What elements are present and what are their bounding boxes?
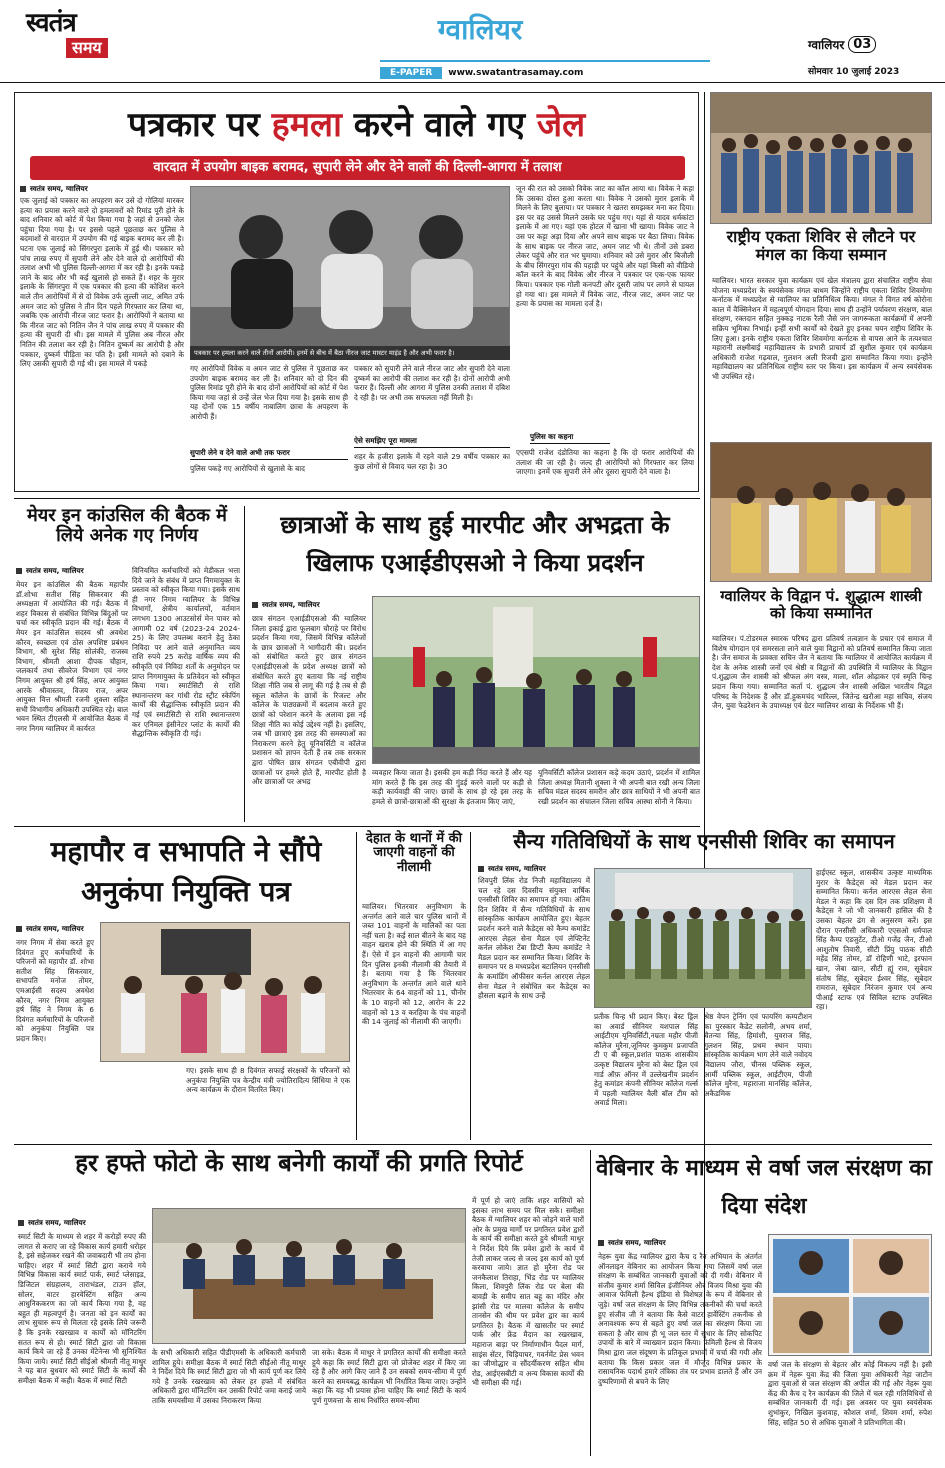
webinar-column-2: वर्षा जल के संरक्षण से बेहतर और कोई विकल्प नहीं है। इसी क्रम में नेहरू युवा केंद्र की जिला युवा अधिकारी नेहा जाटौन द्वारा युवाओं से जल संरक्षण की अपील की गई और नेहरू युवा केंद्र की कैच द रैन कार्यक्रम की जिले में चल रही गतिविधियों से सम्बंधित जानकारी दी गई। इस अवसर पर युवा स्वयंसेवक शुभांकुर, निखिल कुशवाह, कौशल शर्मा, शिवम शर्मा, रुपेश सिंह, सहित 50 से अधिक युवाओं ने प्रतिभागिता की। (768, 1360, 932, 1427)
ncc-byline-text: स्वतंत्र समय, ग्वालियर (488, 864, 546, 873)
aidso-photo (372, 596, 700, 764)
scholar-body: ग्वालियर। पं.टोडरमल स्मारक परिषद द्वारा प्रतिवर्ष तत्वज्ञान के प्रचार एवं समाज में विशेष योगदान एवं समरसता लाने वाले युवा विद्वानों को प्रतिवर्ष सम्मानित किया जाता है। जैन समाज के प्रवक्ता सचिन जैन ने बताया कि ग्वालियर में आयोजित कार्यक्रम में देश के अनेक शास्त्री जनों एवं श्रेष्ठी व विद्वानों की उपस्थिति में ग्वालियर के विद्वान पं.शुद्धात्म जैन शास्त्री को श्रीफल अंग वस्त्र, माला, शॉल ओढ़ाकर एवं स्मृति चिन्ह प्रदान किया गया। सम्मानित कर्ता पं. शुद्धात्म जैन शास्त्री अखिल भारतीय विद्वत परिषद के निदेशक हैं और डॉ.हुकमचंद भारिल्ल, जितेन्द्र खरौआ महा सचिव, संजय जैन, युवा फेडरेशन के उपाध्यक्ष एवं ग्रेटर ग्वालियर शाखा के निर्देशक भी हैं। (712, 634, 932, 711)
group-photo (711, 93, 932, 224)
lead-byline-text: स्वतंत्र समय, ग्वालियर (30, 184, 88, 193)
progress-rule (590, 1150, 591, 1456)
meeting-photo (153, 1209, 466, 1344)
logo-top-text: स्वतंत्र (26, 8, 76, 38)
felicitation-photo (711, 443, 932, 582)
bullet-icon (18, 1220, 24, 1226)
epaper-bar (380, 66, 710, 80)
unity-photo (710, 92, 932, 224)
aidso-column-1: छात्र संगठन एआईडीएसओ की ग्वालियर जिला इकाई द्वारा फूलबाग चौराहे पर विरोध प्रदर्शन किया गया, जिसमें विभिन्न कॉलेजों के छात्र छात्राओं ने भागीदारी की। प्रदर्शन को संबोधित करते हुए छात्र संगठन एआईडीएसओ के प्रदेश अध्यक्ष छात्रों को संबोधित करते हुए बताया कि नई राष्ट्रीय शिक्षा नीति जब से लागू की गई है तब से ही स्कूल कॉलेज के छात्रों के रिजल्ट और कॉलेज के पाठ्यक्रमों में बदलाव करते हुए छात्रों को परेशान करने के अलावा इस नई शिक्षा नीति का कोई उद्देश्य नहीं है। इसलिए, जब भी छात्राएं इस तरह की समस्याओं का निराकरण करने हेतु यूनिवर्सिटी व कॉलेज प्रशासन को ज्ञापन देती हैं तब तक सरकार द्वारा पोषित छात्र संगठन एबीवीपी द्वारा छात्राओं पर हमले होते हैं, मारपीट होती है और छात्राओं पर अभद्र (252, 614, 366, 787)
lead-column-4: जून की रात को उसको विवेक जाट का कॉल आया था। विवेक ने कहा कि उसका दोस्त हुआ करता था। विवेक ने उसको मुरार इलाके में मिलने के लिए बुलाया। पर पत्रकार ने खतरा समझकर मना कर दिया। इस पर वह उससे मिलने उसके घर पहुंच गए। यहां से यादव धर्मकांटा इलाके में आ गए। यहां एक होटल में खाना भी खाया। विवेक जाट ने उस पर कट्टा अड़ा दिया और अपने साथ बाइक पर बैठा लिया। विवेक के साथ बाइक पर नीरज जाट, अमन जाट भी थे। तीनों उसे डबरा लेकर पहुंचे और रात भर घुमाया। शनिवार को उसे मुरार और बिजौली के बीच सिंगरपुरा गांव की पहाड़ी पर पहुंचे और यहां किसी को वीडियो कॉल करने के बाद विवेक और नीरज ने पत्रकार पर एक-एक फायर किया। पत्रकार एक गोली कनपटी और दूसरी जांघ पर लगने से घायल हो गया था। इस मामले में विवेक जाट, नीरज जाट, अमन जाट पर हत्या के प्रयास का मामला दर्ज है। (516, 184, 694, 309)
vehicles-body: ग्वालियर। भितरवार अनुविभाग के अन्तर्गत आने वाले चार पुलिस थानों में जब्त 101 वाहनों के मालिकों का पता नहीं चला है। कई साल बीतने के बाद यह वाहन खराब होने की स्थिति में आ गए हैं। ऐसे में इन वाहनों की आगामी चार दिन पुलिस इनकी नीलामी की तैयारी में है। बताया गया है कि भितरवार अनुविभाग के अन्तर्गत आने वाले थाने भितरवार के 64 वाहनों को 11, चीनोर के 10 वाहनों को 12, आरोन के 22 वाहनों को 13 व करहिया के पंच वाहनों की 14 जुलाई को नीलामी की जाएगी। (362, 902, 466, 1027)
lead-photo (190, 186, 510, 356)
compassion-column-1: नगर निगम में सेवा करते हुए दिवंगत हुए कर्मचारियों के परिजनों को महापौर डॉ. शोभा सतीश सिंह सिकरवार, सभापति मनोज तोमर, एमआईसी सदस्य अवधेश कौरव, नगर निगम आयुक्त हर्ष सिंह ने निगम के 6 दिवंगत कर्मचारियों के परिजनों को अनुकंपा नियुक्ति पत्र प्रदान किए। (16, 938, 94, 1043)
page-number: 03 (848, 36, 876, 53)
ncc-headline: सैन्य गतिविधियों के साथ एनसीसी शिविर का समापन (513, 830, 895, 853)
webinar-byline-text: स्वतंत्र समय, ग्वालियर (608, 1238, 666, 1247)
compassion-column-2: गए। इसके साथ ही 8 दिवंगत सफाई संरक्षकों के परिजनों को अनुकंपा नियुक्ति पत्र केन्द्रीय मंत्री ज्योतिरादित्य सिंधिया ने एक अन्य कार्यक्रम के दौरान वितरित किए। (186, 1066, 350, 1095)
mic-headline: मेयर इन कांउसिल की बैठक में लिये अनेक गए निर्णय (27, 505, 227, 546)
progress-column-2: के सभी अधिकारी सहित पीडीएमसी के अधिकारी कर्मचारी शामिल हुये। समीक्षा बैठक में स्मार्ट सिटी सीईओ नीतू माथुर ने निर्देश दिये कि स्मार्ट सिटी द्वारा जो भी कार्य पूर्ण कर लिये गये है उनके रखरखाव को लेकर हर हफ्ते में संबंधित अधिकारी द्वारा मॉनिटरिंग कर उसकी रिपोर्ट जमा कराई जाये ताकि समयसीमा में उसका निराकरण किया (152, 1348, 306, 1405)
webinar-column-1: नेहरू युवा केंद्र ग्वालियर द्वारा कैच द रैन अभियान के अंतर्गत ऑनलाइन वेबिनार का आयोजन किया गया जिसमें वर्षा जल संरक्षण के सम्बंधित जानकारी युवाओं को दी गयी। वेबिनार में संजीव कुमार शर्मा सिविल इंजीनियर और विजय मिश्रा युवा की आवाज फेमिली हैल्थ इंडिया से विशेषज्ञ के रूप में वेबिनार से जुड़े। वर्षा जल संरक्षण के लिए विभिन्न तकनीकों की चर्चा करते हुए संजीव जी ने बताया कि कैसे वाटर हार्वेस्टिंग तकनीक से अनावश्यक रूप से बहते हुए वर्षा जल का संरक्षण किया जा सकता है और साथ ही भू जल स्तर में सुधार के लिए सोकपिट उपायों के बारे में व्याख्यान प्रदान किया। फेमिली हैल्थ से विजय मिश्रा द्वारा जल संदूषण के प्रतिकूल प्रभावों में चर्चा की गयी और बताया कि किस प्रकार जल में मौजूद विभिन्न प्रकार के रासायनिक पदार्थ हमारे तंत्रिका तंत्र पर प्रभाव डालते हैं और उन दुष्परिणामों से बचने के लिए (598, 1252, 762, 1386)
webinar-photo (768, 1234, 932, 1356)
unity-headline: राष्ट्रीय एकता शिविर से लौटने पर मंगल का किया सम्मान (726, 227, 916, 264)
webinar-headline: वेबिनार के माध्यम से वर्षा जल संरक्षण का दिया संदेश (596, 1156, 932, 1219)
scholar-photo (710, 442, 932, 582)
compassion-byline-text: स्वतंत्र समय, ग्वालियर (26, 924, 84, 933)
lead-byline (20, 184, 88, 194)
scholar-headline: ग्वालियर के विद्वान पं. शुद्धात्म शास्त्री को किया सम्मानित (720, 587, 922, 622)
bullet-icon (16, 926, 22, 932)
issue-date: सोमवार 10 जुलाई 2023 (808, 67, 900, 77)
webinar-byline (598, 1238, 666, 1248)
aidso-byline-text: स्वतंत्र समय, ग्वालियर (262, 600, 320, 609)
row-divider-1 (14, 498, 700, 499)
lead-subhead-1: सुपारी लेने व देने वाले अभी तक फरार (190, 448, 348, 460)
progress-headline: हर हफ्ते फोटो के साथ बनेगी कार्यों की प्रगति रिपोर्ट (75, 1150, 523, 1177)
page-city: ग्वालियर (808, 38, 845, 52)
lead-column-2: गए आरोपियों विवेक व अमन जाट से पुलिस ने पूछताछ कर उपयोग बाइक बरामद कर ली है। शनिवार को दो दिन की पुलिस रिमांड पूरी होने के बाद दोनों आरोपियों को कोर्ट में पेश किया गया जहां से उन्हें जेल भेज दिया गया है। इसके साथ ही यह दोनों एक 15 वर्षीय नाबालिग छात्रा के अपहरण के आरोपी हैं। (190, 364, 348, 421)
progress-column-1: स्मार्ट सिटी के माध्यम से शहर में करोड़ों रुपए की लागत से कराए जा रहे विकास कार्य हमारी धरोहर है, इसे सहेजकर रखने की जवाबदारी भी तय होना चाहिए। शहर में स्मार्ट सिटी द्वारा कराये गये विभिन्न विकास कार्य स्मार्ट पार्क, स्मार्ट प्लेसाइड, डिजिटल संग्रहालय, ताराभंडल, टाउन हॉल, सोलर, वाटर हारवेस्टिंग सहित अन्य आधुनिककरण का जो कार्य किया गया है, वह बहुत ही महत्वपूर्ण है। जनता को इन कार्यों का लाभ सुचारु रूप से मिलता रहे इसके लिये जरूरी है कि इनके रखरखाव व कार्यों को मॉनिटरिंग सतत रूप से हो। स्मार्ट सिटी द्वारा जो विकास कार्य किये जा रहे हैं उनका मेंटेनेन्स भी सुनिश्चित किया जाये। स्मार्ट सिटी सीईओ श्रीमती नीतू माथुर ने यह बात बुधवार को स्मार्ट सिटी के कार्यों की समीक्षा बैठक में कही। बैठक में स्मार्ट सिटी (18, 1232, 146, 1385)
compassion-headline: महापौर व सभापति ने सौंपे अनुकंपा नियुक्ति पत्र (50, 835, 322, 908)
lead-headline (18, 96, 695, 154)
progress-byline (18, 1218, 86, 1228)
compassion-byline (16, 924, 84, 934)
progress-column-3: जा सके। बैठक में माथुर ने प्रगतिरत कार्यों की समीक्षा करते हुये कहा कि स्मार्ट सिटी द्वारा जो प्रोजेक्ट शहर में किए जा रहे हैं और आगे किए जाने हैं उन सबको समय-सीमा में पूर्ण करने का समयबद्ध कार्यक्रम भी निर्धारित किया जाए। उन्होंने कहा कि यह भी प्रयास होना चाहिए कि स्मार्ट सिटी के कार्य पूर्ण गुणवत्ता के साथ निर्धारित समय-सीमा (312, 1348, 466, 1405)
webinar-screenshot (769, 1235, 932, 1356)
lead-headline-part-a: पत्रकार पर (127, 105, 272, 145)
lead-strapline: वारदात में उपयोग बाइक बरामद, सुपारी लेने और देने वालों की दिल्ली-आगरा में तलाश (30, 156, 685, 180)
bullet-icon (252, 602, 258, 608)
ceremony-photo (101, 923, 350, 1062)
lead-column-2b: पुलिस पकड़े गए आरोपियों से खुलासे के बाद (190, 464, 305, 473)
lead-column-3b: शहर के हजीरा इलाके में रहने वाले 29 वर्षीय पत्रकार का कुछ लोगों से विवाद चल रहा है। 30 (354, 452, 510, 471)
progress-byline-text: स्वतंत्र समय, ग्वालियर (28, 1218, 86, 1227)
mic-column-1: मेयर इन कांउसिल की बैठक महापौर डॉ.शोभा सतीश सिंह सिकरवार की अध्यक्षता में आयोजित की गई। बैठक में शहर विकास से संबंधित विभिन्न बिंदुओं पर चर्चा कर स्वीकृति प्रदान की गई। बैठक में मेयर इन कांउसिल सदस्य श्री अवधेश कौरव, स्वच्छता एवं ठोस अपशिष्ट प्रबंधन विभाग, श्री सुरेश सिंह सोलंकी, राजस्व विभाग, श्रीमती आशा दीपक चौहान, जलकार्य तथा सीवरेज विभाग एवं नगर निगम आयुक्त श्री हर्ष सिंह, अपर आयुक्त आरके श्रीवास्तव, विजय राज, अपर आयुक्त वित्त श्रीमती रजनी शुक्ला सहित सभी विभागीय अधिकारी उपस्थित रहे। बाल भवन स्थित टीएलसी में आयोजित बैठक में नगर निगम ग्वालियर में कार्यरत (16, 580, 128, 733)
header-rule (380, 60, 710, 62)
page-label (808, 36, 876, 53)
suspects-photo (191, 187, 510, 356)
epaper-label: E-PAPER (380, 67, 442, 79)
ncc-column-3: श्रेष्ठ वेपन ट्रेनिंग एवं फायरिंग कम्पटीशन का पुरस्कार कैडेट सलोनी, अभय शर्मा, चैतन्या सिंह, हिमांशी, युवराज सिंह, गुलशन सिंह, प्रथम स्थान पाया। सांस्कृतिक कार्यक्रम भाग लेने वाले नवोदय विद्यालय जौरा, चीनस पब्लिक स्कूल, आर्मी पब्लिक स्कूल, आईटीएम, पीजी कॉलेज मुरैना, महाराजा मानसिंह कॉलेज, अकैडमिक (704, 1012, 812, 1098)
newspaper-logo (26, 8, 106, 66)
ncc-byline (478, 864, 546, 874)
lead-headline-part-b: हमला (271, 105, 342, 145)
lead-column-4b: एएसपी राजेश दंडोतिया का कहना है कि दो फरार आरोपियों की तलाश की जा रही है। जल्द ही आरोपियों को गिरफ्तार कर लिया जाएगा। इनमें एक सुपारी लेने और दूसरा सुपारी देने वाला है। (516, 448, 694, 477)
lead-headline-part-d: जेल (536, 105, 586, 145)
ncc-column-4: हाईएस्ट स्कूल, शासकीय उत्कृष्ट माध्यमिक मुरार के कैडेट्स को मेडल प्रदान कर सम्मानित किया। कर्नल आरएस लेहल सेना मेडल ने कहा कि दस दिन तक प्रशिक्षण में कैडेट्स ने जो भी जानकारी हासिल की है उसका बेहतर ढंग से अनुसरण करें। इस दौरान एनसीसी अधिकारी एएसओ धर्मपाल सिंह कैम्प एडजुटेंट, टीओ गजेंद्र जैन, टीओ आशुतोष तिवारी, सीटी प्रिंयु पाठक सीटी महेंद्र सिंह तोमर, डॉ रोहिणी भाटे, इरफान खान, जेबा खान, सीटी ह्यूं राव, सूबेदार संतोष सिंह, सूबेदार ईश्वर सिंह, सूबेदार रामराज, सूबेदार निरंजन कुमार एवं अन्य पीआई स्टाफ एवं सिविल स्टाफ उपस्थित रहा। (816, 868, 932, 1012)
mic-column-2: विनियमित कर्मचारियों को मेडीकल भत्ता दिये जाने के संबंध में प्राप्त निगमायुक्त के प्रस्ताव को स्वीकृत किया गया। इसके साथ ही नगर निगम ग्वालियर के विभिन्न विभागों, क्षेत्रीय कार्यालयों, वर्तमान लगभग 1300 आउटसोर्स मेन पावर को आगामी 02 वर्ष (2023-24 2024-25) के लिए उपलब्ध कराने हेतु ठेका निविदा पर आने वाले अनुमानित व्यय राशि रुपये 25 करोड़ वार्षिक व्यय की स्वीकृति एवं निविदा शर्तों के अनुमोदन पर प्राप्त निगमायुक्त के प्रतिवेदन को स्वीकृत किया गया। स्मार्टसिटी से राशि स्थानान्तरण कर गांधी रोड स्ट्रीट स्केपिंग कार्यों की सैद्धान्तिक स्वीकृति प्रदान की गई एवं स्मार्टसिटी से राशि स्थानान्तरण कर एनिमल इंसीनेटर प्लांट के कार्यों की सैद्धान्तिक स्वीकृति दी गई। (132, 566, 240, 739)
bullet-icon (20, 186, 26, 192)
protest-photo (373, 597, 700, 764)
ncc-photo (594, 868, 812, 1008)
aidso-headline: छात्राओं के साथ हुई मारपीट और अभद्रता के खिलाफ एआईडीएसओ ने किया प्रदर्शन (280, 511, 670, 577)
site-url[interactable]: www.swatantrasamay.com (448, 68, 584, 78)
bullet-icon (16, 568, 22, 574)
lead-subhead-2: ऐसे समझिए पूरा मामला (354, 436, 510, 448)
progress-photo (152, 1208, 466, 1344)
edition-city: ग्वालियर (437, 13, 523, 46)
vehicles-rule (470, 832, 471, 1140)
aidso-column-3: यूनिवर्सिटी कॉलेज प्रशासन कड़े कदम उठाएं, प्रदर्शन में शामिल जिला अध्यक्ष मितानी शुक्ला ने भी अपनी बात रखी अन्य जिला सचिव मंडल सदस्य समरीन और छात्र साथियों ने भी अपनी बात रखी प्रदर्शन का संचालन जिला सचिव आस्था सोनी ने किया। (538, 768, 700, 806)
lead-column-3: पत्रकार को सुपारी लेने वाले नीरज जाट और सुपारी देने वाला दुष्कर्म का आरोपी की तलाश कर रही है। दोनों आरोपी अभी फरार हैं। दिल्ली और आगरा में पुलिस उनकी तलाश में दबिश दे रही है। पर अभी तक सफलता नहीं मिली है। (354, 364, 510, 402)
mic-byline (16, 566, 84, 576)
lead-photo-caption: पत्रकार पर हमला करने वाले तीनों आरोपी। इनमें से बीच में बैठा नीरज जाट मास्टर माइंड है और अभी फरार है। (190, 346, 510, 360)
unity-body: ग्वालियर। भारत सरकार युवा कार्यक्रम एवं खेल मंत्रालय द्वारा संचालित राष्ट्रीय सेवा योजना मध्यप्रदेश के स्वयंसेवक मंगल बाथम जिन्होंने राष्ट्रीय एकता शिविर शिवमोगा कर्नाटक में मध्यप्रदेश से ग्वालियर का प्रतिनिधित्व किया। मंगल ने विगत वर्ष कोरोना काल में वैक्सिनेशन में महत्वपूर्ण योगदान दिया। साथ ही उन्होंने पर्यावरण संरक्षण, बाल संरक्षण, रक्तदान सहित नुक्कड़ नाटक रैली जैसे जन जागरूकता कार्यक्रमों में अपनी सक्रिय भूमिका निभाई। इन्हीं सभी कार्यों को देखते हुए इनका चयन राष्ट्रीय शिविर के लिए हुआ। इनके राष्ट्रीय एकता शिविर शिवमोगा कर्नाटक से वापस आने के तत्पश्चात महारानी लक्ष्मीबाई महाविद्यालय के प्रभारी प्राचार्य डॉ सुशील कुमार एवं कार्यक्रम अधिकारी राजेश गढ़वाल, गुलशन अली रिजवी द्वारा सम्मानित किया गया। इन्होंने महाविद्यालय का प्रतिनिधित्व राष्ट्रीय स्तर पर किया। इस कार्यक्रम में अन्य स्वयंसेवक भी उपस्थित रहे। (712, 276, 932, 381)
ncc-column-1: शिवपुरी लिंक रोड निजी महाविद्यालय में चल रहे दस दिवसीय संयुक्त वार्षिक एनसीसी शिविर का समापन हो गया। अंतिम दिन शिविर में सैन्य गतिविधियों के साथ सांस्कृतिक कार्यक्रम आयोजित हुए। बेहतर प्रदर्शन करने वाले कैडेट्स को कैम्प कमांडेंट आरएस लेहल सेना मैडल एवं लेफ्टिनेंट कर्नल लोकेश टेंबा डिप्टी कैम्प कमांडेंट ने मैडल प्रदान कर सम्मानित किया। शिविर के समापन पर 8 मध्यप्रदेश बटालियन एनसीसी के कमांडिंग ऑफीसर कर्नल आरएस लेहल सेना मेडल ने संबोधित कर कैडेट्स का हौसला बढ़ाने के साथ उन्हें (478, 876, 590, 1001)
masthead-divider (0, 82, 945, 83)
compassion-rule (356, 832, 357, 1140)
lead-subhead-3: पुलिस का कहना (530, 432, 610, 444)
ncc-camp-photo (595, 869, 812, 1008)
logo-bottom-text: समय (66, 38, 108, 58)
bullet-icon (598, 1240, 604, 1246)
mic-byline-text: स्वतंत्र समय, ग्वालियर (26, 566, 84, 575)
row-divider-2 (14, 826, 700, 827)
vehicles-headline: देहात के थानों में की जाएगी वाहनों की नीलामी (365, 831, 463, 875)
ncc-column-2: प्रतीक चिन्ह भी प्रदान किए। बेस्ट ड्रिल का अवार्ड सीनियर यशपाल सिंह आईटीएम यूनिवर्सिटी,नम्रता महौर पीजी कॉलेज मुरैना,जूनियर कुमकुम प्रजापति टी ए बी स्कूल,प्रशांत पाठक शासकीय उत्कृष्ट विद्यालय मुरैना को बेस्ट ड्रिल एवं गार्ड ऑफ़ ऑनर में उल्लेखनीय प्रदर्शन हेतु कमांडर कंपनी सीनियर कॉलेज गर्ल्स में पहली ग्वालियर वैली बॉल टीम को अवार्ड मिला। (594, 1012, 698, 1108)
row-divider-3 (14, 1144, 932, 1145)
mic-rule (244, 506, 245, 822)
aidso-column-2: व्यवहार किया जाता है। इसकी हम कड़ी निंदा करते हैं और यह मांग करते हैं कि इस तरह की गुंडई करने वालों पर कड़ी से कड़ी कार्यवाही की जाए। छात्रों के साथ हो रहे इस तरह के हमले से छात्रों-छात्राओं की सुरक्षा के इंतजाम किए जाएं, (372, 768, 532, 806)
bullet-icon (478, 866, 484, 872)
aidso-byline (252, 600, 320, 610)
lead-column-1: एक जुलाई को पत्रकार का अपहरण कर उसे दो गोलियां मारकर हत्या का प्रयास करने वाले दो हमलावरों को रिमांड पूरी होने के बाद शनिवार को कोर्ट में पेश किया गया है जहां से उनको जेल पहुंचा दिया गया है। पर इससे पहले पूछताछ कर पुलिस ने बदमाशों से वारदात में उपयोग की गई बाइक बरामद कर ली है। घटना एक जुलाई को सिंगरपुरा इलाके में हुई थी। पत्रकार को पांच लाख रुपए में सुपारी लेने और देने वाले दो आरोपियों की तलाश अभी भी पुलिस दिल्ली-आगरा में कर रही है। इनके पकड़े जाने के बाद और भी कई खुलासे हो सकते हैं। शहर के मुरार इलाके के सिंगरपुरा में एक पत्रकार की हत्या की कोशिश करने वाले तीन आरोपियों में से दो विवेक उर्फ लुल्ली जाट, अमित उर्फ अमन जाट को पुलिस ने तीन दिन पहले गिरफ्तार कर लिया था, जबकि एक आरोपी नीरज जाट फरार है। आरोपियों ने बताया था कि नीरज जाट को नितिन जैन ने पांच लाख रुपए में पत्रकार की हत्या की सुपारी दी थी। इस मामले में पुलिस अब नीरज और नितिन की तलाश कर रही है। नितिन दुष्कर्म का आरोपी है और पत्रकार, दुष्कर्म पीड़िता का पति है। इसी मामले को दबाने के लिए उसकी सुपारी दी गई थी। इस मामले में पकड़े (20, 196, 184, 369)
lead-headline-part-c: करने वाले गए (341, 105, 537, 145)
progress-column-4: में पूर्ण हो जाएं ताकि शहर वासियों को इसका लाभ समय पर मिल सके। समीक्षा बैठक में ग्वालियर शहर को जोड़ने वाले चारों ओर के प्रमुख मार्गों पर प्रगतिरत प्रवेश द्वारों के कार्य की समीक्षा करते हुये श्रीमती माथुर ने निर्देश दिये कि प्रवेश द्वारों के कार्य में तेजी लाकर जल्द से जल्द इस कार्य को पूर्ण करवाया जाये। ज्ञात हो मुरैना रोड पर जनकैलाश तिराहा, भिंड रोड पर ग्वालियर किला, शिवपुरी लिंक रोड पर बेला की बावड़ी के समीप सात बहू का मंदिर और झांसी रोड पर मालवा कॉलेज के समीप तानसेन की थीम पर प्रवेश द्वार का कार्य प्रगतिरत है। बैठक में खासतौर पर स्मार्ट पार्क और फ्रेंड मैदान का रखरखाव, महाराज बाड़ा पर निर्माणाधीन पैदल मार्ग, साइंस सेंटर, चिड़ियाघर, गवर्नमेंट प्रेस भवन का जीणोद्धार व सौंदर्यीकरण सहित थीम रोड, आईएसबीटी व अन्य विकास कार्यों की भी समीक्षा की गई। (472, 1196, 584, 1388)
compassion-photo (100, 922, 350, 1062)
